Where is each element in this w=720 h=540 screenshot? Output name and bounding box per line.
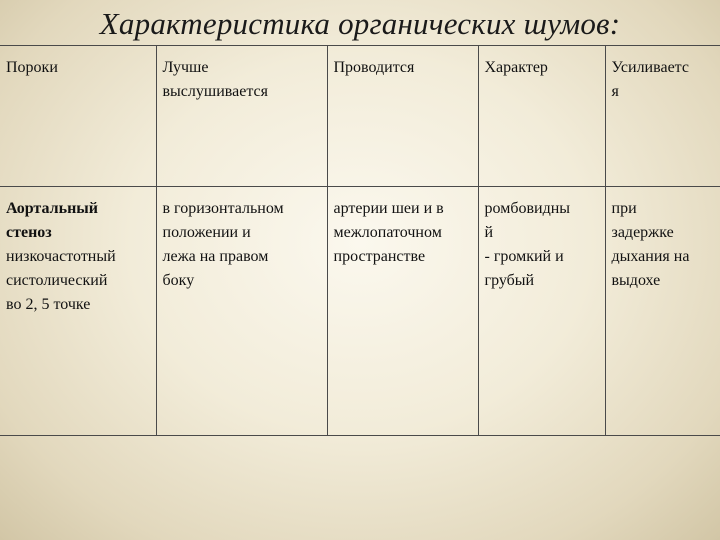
defect-desc-line-2: систолический bbox=[6, 272, 108, 289]
header-conducted-text: Проводится bbox=[333, 59, 415, 76]
defect-desc-line-1: низкочастотный bbox=[6, 248, 116, 265]
cell-defect bbox=[0, 187, 156, 436]
conducted-line-1: артерии шеи и в bbox=[333, 200, 444, 217]
intensifies-line-1: при bbox=[611, 200, 637, 217]
cell-intensifies bbox=[605, 187, 720, 436]
cell-character bbox=[478, 187, 605, 436]
character-line-2: й bbox=[484, 224, 494, 241]
best-heard-line-4: боку bbox=[162, 272, 195, 289]
best-heard-line-1: в горизонтальном bbox=[162, 200, 284, 217]
murmur-characteristics-table bbox=[0, 45, 720, 436]
defect-name-line-1: Аортальный bbox=[6, 200, 98, 217]
header-intensifies-line-2: я bbox=[611, 83, 619, 100]
header-intensifies-line-1: Усиливаетс bbox=[611, 59, 689, 76]
intensifies-line-3: дыхания на bbox=[611, 248, 690, 265]
header-best-heard-line-2: выслушивается bbox=[162, 83, 268, 100]
character-line-3: - громкий и bbox=[484, 248, 564, 265]
header-character-text: Характер bbox=[484, 59, 548, 76]
header-intensifies bbox=[605, 46, 720, 187]
best-heard-line-2: положении и bbox=[162, 224, 251, 241]
conducted-line-2: межлопаточном bbox=[333, 224, 442, 241]
header-conducted bbox=[327, 46, 478, 187]
slide-title: Характеристика органических шумов: bbox=[99, 6, 621, 41]
defect-desc-line-3: во 2, 5 точке bbox=[6, 296, 91, 313]
best-heard-line-3: лежа на правом bbox=[162, 248, 269, 265]
table-row-aortic-stenosis bbox=[0, 187, 720, 436]
header-best-heard-line-1: Лучше bbox=[162, 59, 209, 76]
header-defects bbox=[0, 46, 156, 187]
cell-best-heard bbox=[156, 187, 327, 436]
defect-name-line-2: стеноз bbox=[6, 224, 52, 241]
header-defects-text: Пороки bbox=[6, 59, 58, 76]
intensifies-line-4: выдохе bbox=[611, 272, 661, 289]
header-character bbox=[478, 46, 605, 187]
header-best-heard bbox=[156, 46, 327, 187]
character-line-1: ромбовидны bbox=[484, 200, 571, 217]
character-line-4: грубый bbox=[484, 272, 535, 289]
table-header-row bbox=[0, 46, 720, 187]
intensifies-line-2: задержке bbox=[611, 224, 674, 241]
conducted-line-3: пространстве bbox=[333, 248, 426, 265]
cell-conducted bbox=[327, 187, 478, 436]
